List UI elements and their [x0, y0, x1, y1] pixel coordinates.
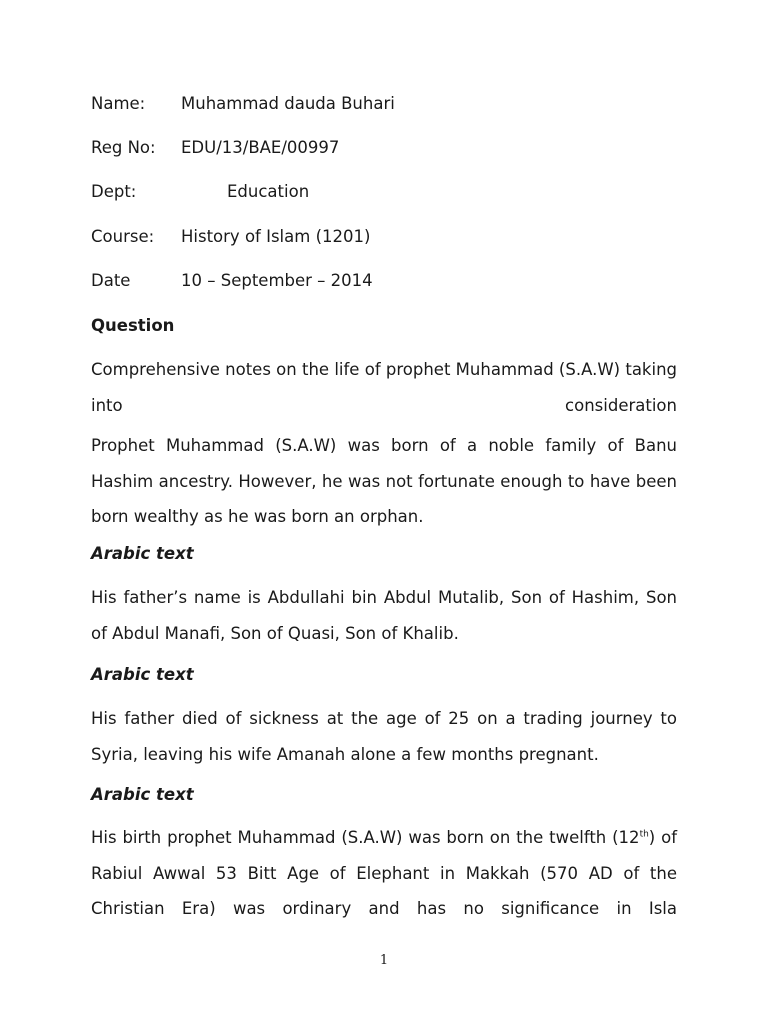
birth-text-part-1: His birth prophet Muhammad (S.A.W) was born on the twelfth (12: [91, 828, 640, 847]
name-label: Name:: [91, 94, 146, 113]
question-text: Comprehensive notes on the life of prophet Muhammad (S.A.W) taking into consideration: [91, 360, 677, 415]
birth-text-part-2: ) of Rabiul Awwal 53 Bitt Age of Elephant in Makkah (570 AD of the Christian Era) was ordinary and has no significance in Isla: [91, 828, 677, 918]
name-value: Muhammad dauda Buhari: [181, 94, 395, 113]
question-heading: Question: [91, 316, 175, 335]
course-value: History of Islam (1201): [181, 227, 371, 246]
reg-no-value: EDU/13/BAE/00997: [181, 138, 340, 157]
arabic-text-heading-1: Arabic text: [91, 544, 194, 563]
paragraph-birth-date: [91, 820, 677, 927]
page-number: 1: [379, 953, 389, 968]
paragraph-father-death: His father died of sickness at the age of 25 on a trading journey to Syria, leaving his wife Amanah alone a few months pregnant.: [91, 709, 677, 764]
arabic-text-heading-2: Arabic text: [91, 665, 194, 684]
date-label: Date: [91, 271, 131, 290]
paragraph-birth-family: Prophet Muhammad (S.A.W) was born of a noble family of Banu Hashim ancestry. However, he was not fortunate enough to have been born wealthy as he was born an orphan.: [91, 436, 677, 526]
paragraph-father-lineage: His father’s name is Abdullahi bin Abdul Mutalib, Son of Hashim, Son of Abdul Manafi, Son of Quasi, Son of Khalib.: [91, 588, 677, 643]
reg-no-label: Reg No:: [91, 138, 156, 157]
course-label: Course:: [91, 227, 155, 246]
dept-value: Education: [227, 182, 310, 201]
date-value: 10 – September – 2014: [181, 271, 373, 290]
dept-label: Dept:: [91, 182, 137, 201]
arabic-text-heading-3: Arabic text: [91, 785, 194, 804]
ordinal-superscript: th: [639, 829, 649, 840]
